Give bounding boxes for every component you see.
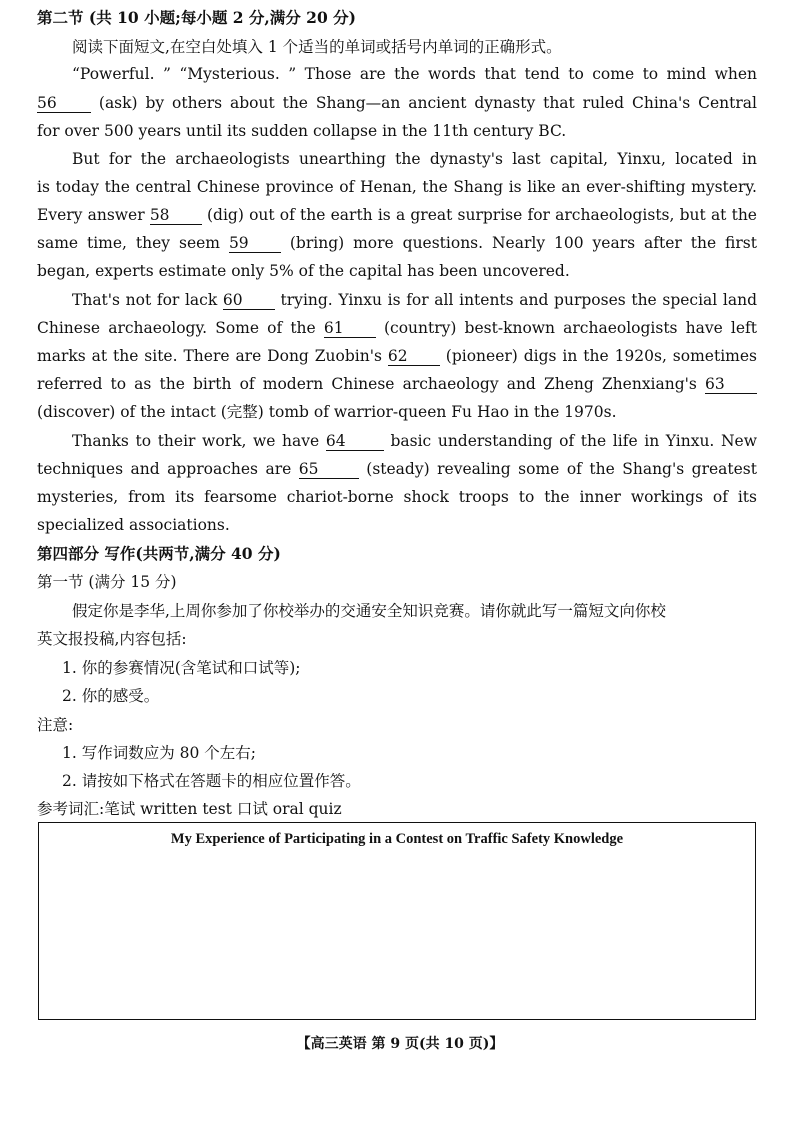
- blank-59: 59: [229, 235, 281, 253]
- blank-61: 61: [324, 320, 376, 338]
- passage-text: referred to as the birth of modern Chinese archaeology and Zheng Zhenxiang's: [37, 375, 697, 393]
- prompt-item: 1. 你的参赛情况(含笔试和口试等);: [62, 659, 301, 677]
- passage-text: Chinese archaeology. Some of the: [37, 319, 316, 337]
- section-heading: 第一节 (满分 15 分): [37, 573, 177, 591]
- passage-text: same time, they seem: [37, 234, 220, 252]
- passage-line: for over 500 years until its sudden collapse in the 11th century BC.: [37, 122, 567, 140]
- note-label: 注意:: [37, 716, 74, 734]
- passage-text: (steady) revealing some of the Shang's greatest: [366, 460, 757, 478]
- passage-text: Thanks to their work, we have: [72, 432, 320, 450]
- answer-box[interactable]: [38, 822, 756, 1020]
- writing-prompt: 假定你是李华,上周你参加了你校举办的交通安全知识竞赛。请你就此写一篇短文向你校: [72, 602, 666, 620]
- passage-text: (pioneer) digs in the 1920s, sometimes: [445, 347, 757, 365]
- passage-text: marks at the site. There are Dong Zuobin's: [37, 347, 382, 365]
- passage-text: basic understanding of the life in Yinxu. New: [390, 432, 757, 450]
- passage-line: began, experts estimate only 5% of the capital has been uncovered.: [37, 262, 570, 280]
- passage-text: That's not for lack: [72, 291, 218, 309]
- note-item: 2. 请按如下格式在答题卡的相应位置作答。: [62, 772, 361, 790]
- passage-line: mysteries, from its fearsome chariot-borne shock troops to the inner workings of its: [37, 488, 757, 506]
- passage-line: “Powerful. ” “Mysterious. ” Those are the words that tend to come to mind when: [72, 65, 757, 83]
- blank-64: 64: [326, 433, 384, 451]
- blank-62: 62: [388, 348, 440, 366]
- note-item: 1. 写作词数应为 80 个左右;: [62, 744, 257, 762]
- section-heading: 第二节 (共 10 小题;每小题 2 分,满分 20 分): [37, 8, 356, 27]
- reference-vocab: 参考词汇:笔试 written test 口试 oral quiz: [37, 800, 342, 818]
- passage-text: (ask) by others about the Shang—an ancient dynasty that ruled China's Central: [98, 94, 757, 112]
- instruction-text: 阅读下面短文,在空白处填入 1 个适当的单词或括号内单词的正确形式。: [72, 38, 562, 56]
- passage-line: [37, 374, 757, 394]
- passage-text: (country) best-known archaeologists have left: [383, 319, 757, 337]
- passage-text: Every answer: [37, 206, 145, 224]
- passage-line: [72, 290, 757, 310]
- passage-line: (discover) of the intact (完整) tomb of warrior-queen Fu Hao in the 1970s.: [37, 403, 617, 421]
- passage-text: But for the archaeologists unearthing the dynasty's last capital, Yinxu, located in: [72, 150, 757, 168]
- passage-line: [37, 93, 757, 113]
- passage-line: [72, 149, 757, 169]
- passage-line: [37, 233, 757, 253]
- writing-prompt: 英文报投稿,内容包括:: [37, 630, 187, 648]
- answer-box-title: My Experience of Participating in a Contest on Traffic Safety Knowledge: [170, 831, 624, 847]
- passage-line: [72, 431, 757, 451]
- blank-65: 65: [299, 461, 359, 479]
- blank-63: 63: [705, 376, 757, 394]
- passage-line: [37, 346, 757, 366]
- part-heading: 第四部分 写作(共两节,满分 40 分): [37, 544, 281, 563]
- passage-line: [37, 205, 757, 225]
- passage-line: specialized associations.: [37, 516, 230, 534]
- passage-text: (bring) more questions. Nearly 100 years after the first: [289, 234, 757, 252]
- passage-line: is today the central Chinese province of Henan, the Shang is like an ever-shifting mystery.: [37, 178, 757, 196]
- blank-56: 56: [37, 95, 91, 113]
- passage-text: techniques and approaches are: [37, 460, 292, 478]
- passage-text: (dig) out of the earth is a great surprise for archaeologists, but at the: [207, 206, 757, 224]
- blank-58: 58: [150, 207, 202, 225]
- blank-60: 60: [223, 292, 275, 310]
- passage-line: [37, 459, 757, 479]
- passage-line: [37, 318, 757, 338]
- page-footer: 【高三英语 第 9 页(共 10 页)】: [296, 1036, 504, 1052]
- prompt-item: 2. 你的感受。: [62, 687, 160, 705]
- passage-text: trying. Yinxu is for all intents and purposes the special land: [280, 291, 757, 309]
